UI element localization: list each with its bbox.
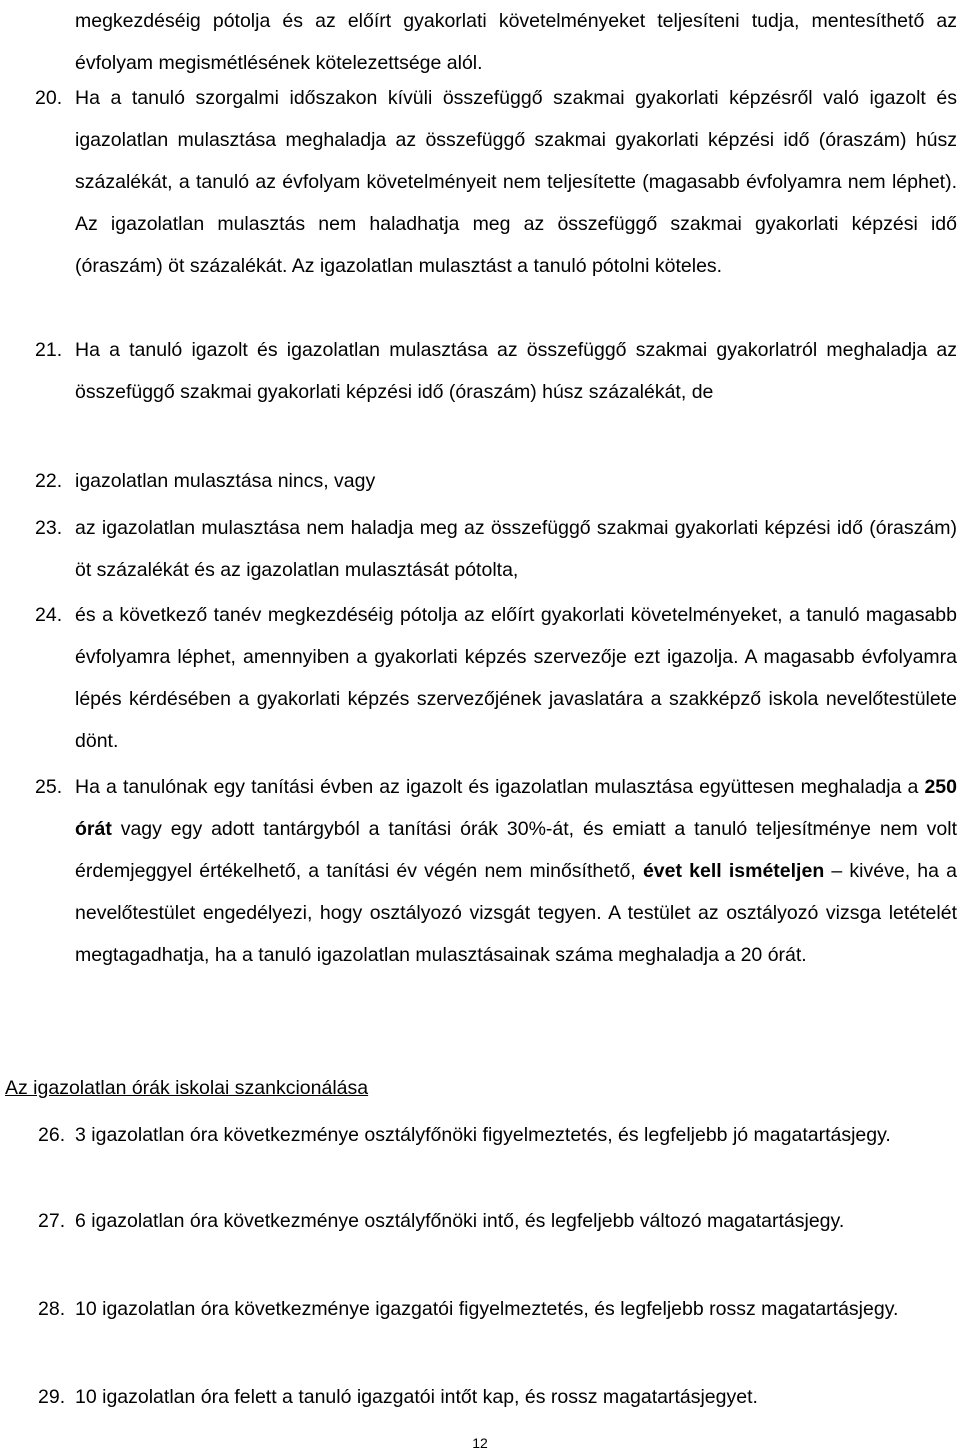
list-item-22 — [0, 460, 957, 502]
list-item-24 — [0, 594, 957, 762]
item-text: 10 igazolatlan óra felett a tanuló igazgatói intőt kap, és rossz magatartásjegyet. — [75, 1386, 758, 1408]
list-item-27 — [0, 1200, 957, 1242]
item-number: 23. — [35, 517, 63, 539]
item-number: 27. — [38, 1210, 66, 1232]
intro-text: megkezdéséig pótolja és az előírt gyakorlati követelményeket teljesíteni tudja, mentesíthető az évfolyam megismétlésének kötelezettsége alól. — [75, 10, 957, 74]
list-item-21 — [0, 329, 957, 413]
page-number: 12 — [472, 1435, 488, 1451]
item-text: és a következő tanév megkezdéséig pótolja az előírt gyakorlati követelményeket, a tanuló magasabb évfolyamra léphet, amennyiben a gyakorlati képzés szervezője ezt igazolja. A magasabb évfolyamra lépés kérdésében a gyakorlati képzés szervezőjének javaslatára a szakképző iskola nevelőtestülete dönt. — [75, 604, 957, 752]
item-text: Ha a tanuló igazolt és igazolatlan mulasztása az összefüggő szakmai gyakorlatról meghaladja az összefüggő szakmai gyakorlati képzési idő (óraszám) húsz százalékát, de — [75, 339, 957, 403]
item-text: az igazolatlan mulasztása nem haladja meg az összefüggő szakmai gyakorlati képzési idő (óraszám) öt százalékát és az igazolatlan mulasztását pótolta, — [75, 517, 957, 581]
item-number: 28. — [38, 1298, 66, 1320]
list-item-20 — [0, 77, 957, 287]
item-text: 3 igazolatlan óra következménye osztályfőnöki figyelmeztetés, és legfeljebb jó magatartásjegy. — [75, 1124, 891, 1146]
list-item-23 — [0, 507, 957, 591]
item-number: 24. — [35, 604, 63, 626]
item-text-part: – kivéve, ha a nevelőtestület engedélyezi, hogy osztályozó vizsgát tegyen. A testület az osztályozó vizsga letételét megtagadhatja, ha a tanuló igazolatlan mulasztásainak száma meghaladja a 20 órát. — [75, 860, 957, 966]
item-number: 20. — [35, 87, 63, 109]
section-title: Az igazolatlan órák iskolai szankcionálása — [5, 1077, 369, 1099]
list-item-25 — [0, 766, 957, 976]
intro-paragraph — [75, 0, 957, 84]
item-number: 26. — [38, 1124, 66, 1146]
item-text: 10 igazolatlan óra következménye igazgatói figyelmeztetés, és legfeljebb rossz magatartásjegy. — [75, 1298, 899, 1320]
item-number: 22. — [35, 470, 63, 492]
emphasis-repeat-year: évet kell ismételjen — [642, 860, 825, 882]
item-text: 6 igazolatlan óra következménye osztályfőnöki intő, és legfeljebb változó magatartásjegy. — [75, 1210, 845, 1232]
list-item-29 — [0, 1376, 957, 1418]
item-text-part: Ha a tanulónak egy tanítási évben az igazolt és igazolatlan mulasztása együttesen meghaladja a — [75, 776, 925, 798]
item-text — [75, 766, 957, 976]
item-number: 29. — [38, 1386, 66, 1408]
item-number: 21. — [35, 339, 63, 361]
item-number: 25. — [35, 776, 63, 798]
list-item-26 — [0, 1114, 957, 1156]
item-text-part: vagy egy adott tantárgyból a tanítási órák 30%-át, és emiatt a tanuló teljesítménye nem volt érdemjeggyel értékelhető, a tanítási év végén nem minősíthető, — [75, 818, 957, 882]
list-item-28 — [0, 1288, 957, 1330]
emphasis-hours: 250 órát — [75, 776, 957, 840]
item-text: igazolatlan mulasztása nincs, vagy — [75, 470, 376, 492]
item-text: Ha a tanuló szorgalmi időszakon kívüli összefüggő szakmai gyakorlati képzésről való igazolt és igazolatlan mulasztása meghaladja az összefüggő szakmai gyakorlati képzési idő (óraszám) húsz százalékát, a tanuló az évfolyam követelményeit nem teljesítette (magasabb évfolyamra nem léphet). Az igazolatlan mulasztás nem haladhatja meg az összefüggő szakmai gyakorlati képzési idő (óraszám) öt százalékát. Az igazolatlan mulasztást a tanuló pótolni köteles. — [75, 87, 957, 277]
